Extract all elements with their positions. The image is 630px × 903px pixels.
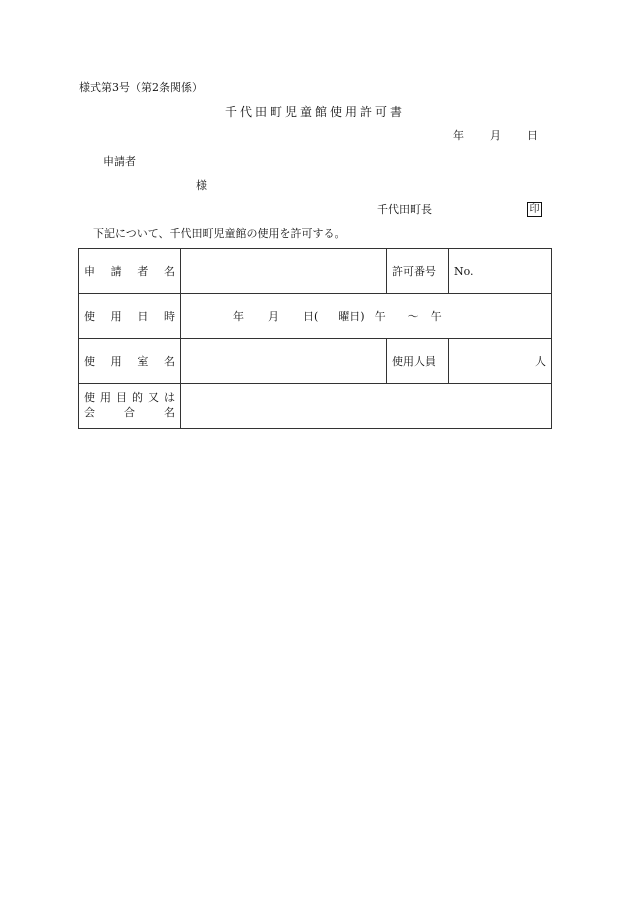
permit-number-field[interactable]: No. [449, 249, 552, 294]
users-unit: 人 [535, 355, 546, 368]
users-label: 使用人員 [387, 339, 449, 384]
date-day: 日 [527, 129, 538, 142]
room-field[interactable] [181, 339, 387, 384]
applicant-label: 申請者 [103, 155, 136, 168]
applicant-name-label: 申 請 者 名 [79, 249, 181, 294]
table-row [79, 384, 552, 429]
permit-table [78, 248, 552, 429]
honorific: 様 [196, 179, 207, 192]
room-label: 使 用 室 名 [79, 339, 181, 384]
date-year: 年 [453, 129, 464, 142]
seal-mark: 印 [527, 202, 542, 217]
applicant-name-field[interactable] [181, 249, 387, 294]
table-row [79, 249, 552, 294]
purpose-label: 使 用 目 的 又 は 会 合 名 [79, 384, 181, 429]
permit-number-label: 許可番号 [387, 249, 449, 294]
table-row [79, 294, 552, 339]
form-number: 様式第3号（第2条関係） [79, 81, 203, 94]
issue-date [453, 130, 538, 141]
users-field[interactable] [449, 339, 552, 384]
datetime-label: 使 用 日 時 [79, 294, 181, 339]
table-row [79, 339, 552, 384]
date-month: 月 [490, 129, 501, 142]
intro-text: 下記について、千代田町児童館の使用を許可する。 [93, 227, 346, 240]
datetime-field[interactable]: 年 月 日( 曜日) 午 ～ 午 [181, 294, 552, 339]
purpose-field[interactable] [181, 384, 552, 429]
document-title: 千代田町児童館使用許可書 [224, 105, 405, 119]
issuer-name: 千代田町長 [377, 203, 432, 216]
